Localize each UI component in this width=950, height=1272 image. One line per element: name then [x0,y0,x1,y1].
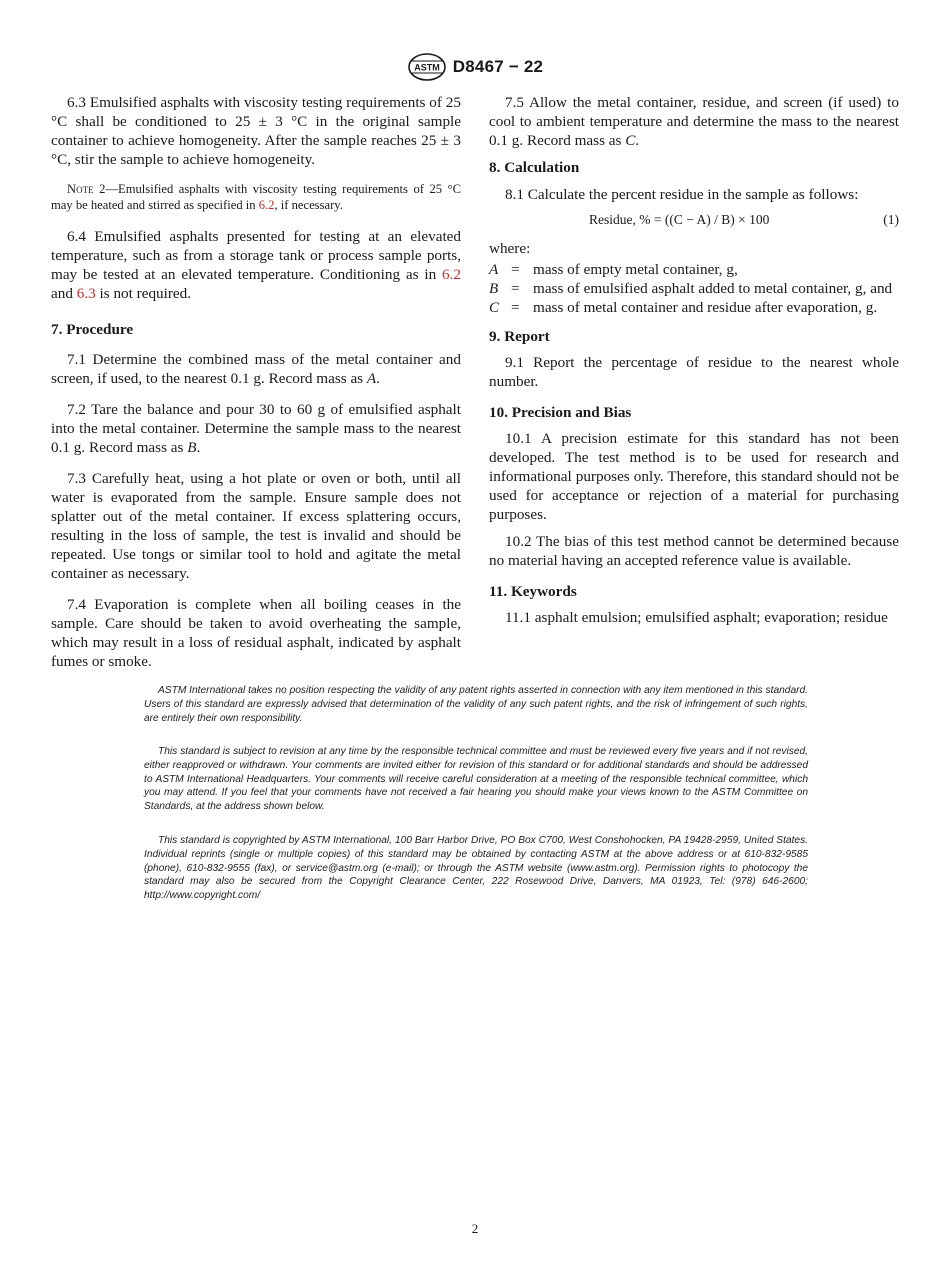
section-heading-report: 9. Report [489,328,550,345]
section-heading-procedure: 7. Procedure [51,321,134,338]
variable-definitions [489,260,899,317]
equation-body: Residue, % = ((C − A) / B) × 100 [589,212,770,227]
section-heading-calculation: 8. Calculation [489,159,580,176]
footer-copyright-notice: This standard is copyrighted by ASTM International, 100 Barr Harbor Drive, PO Box C700, West Conshohocken, PA 19428-2959, United States. Individual reprints (single or multiple copies) of this standard may be obtained by contacting ASTM at the above address or at 610-832-9585 (phone), 610-832-9555 (fax), or service@astm.org (e-mail); or through the ASTM website (www.astm.org). Permission rights to photocopy the standard may also be secured from the Copyright Clearance Center, 222 Rosewood Drive, Danvers, MA 01923, Tel: (978) 646-2600; http://www.copyright.com/ [144,835,808,902]
section-heading-precision-bias: 10. Precision and Bias [489,404,632,421]
astm-logo-icon [407,52,447,82]
paragraph-7-1: 7.1 Determine the combined mass of the metal container and screen, if used, to the nearest 0.1 g. Record mass as A. [51,351,461,387]
equation-1 [489,210,899,229]
page-number: 2 [471,1221,479,1236]
section-heading-keywords: 11. Keywords [489,583,577,600]
paragraph-10-2: 10.2 The bias of this test method cannot be determined because no material having an accepted reference value is available. [489,533,899,569]
paragraph-7-2: 7.2 Tare the balance and pour 30 to 60 g of emulsified asphalt into the metal container. Determine the sample mass to the nearest 0.1 g. Record mass as B. [51,401,461,456]
paragraph-9-1: 9.1 Report the percentage of residue to the nearest whole number. [489,354,899,390]
page-header [0,52,950,87]
ref-6-2-link[interactable]: 6.2 [442,266,461,283]
svg-text:ASTM: ASTM [414,62,440,73]
paragraph-6-3: 6.3 Emulsified asphalts with viscosity testing requirements of 25 °C shall be conditioned to 25 ± 3 °C in the original sample container to achieve homogeneity. After the sample reaches 25 ± 3 °C, stir the sample to achieve homogeneity. [51,94,461,168]
right-column [489,93,899,639]
ref-6-3-link[interactable]: 6.3 [76,285,96,302]
left-column [51,93,461,683]
definition-item: B = mass of emulsified asphalt added to metal container, g, and [489,280,893,297]
where-label: where: [489,240,531,257]
paragraph-6-4: 6.4 Emulsified asphalts presented for testing at an elevated temperature, such as from a storage tank or process sample ports, may be tested at an elevated temperature. Conditioning as in 6.2 and 6.3 is not required. [51,228,461,302]
ref-6-2-link[interactable]: 6.2 [258,198,275,212]
definition-item: C = mass of metal container and residue after evaporation, g. [489,299,878,316]
paragraph-7-5: 7.5 Allow the metal container, residue, and screen (if used) to cool to ambient temperature and determine the mass to the nearest 0.1 g. Record mass as C. [489,94,899,149]
note-2: Note 2—Emulsified asphalts with viscosity testing requirements of 25 °C may be heated and stirred as specified in 6.2, if necessary. [51,182,461,212]
paragraph-10-1: 10.1 A precision estimate for this standard has not been developed. The test method is to be used for research and informational purposes only. Therefore, this standard should not be used for acceptance or rejection of a material for purchasing purposes. [489,430,899,523]
definition-item: A = mass of empty metal container, g, [489,261,738,278]
paragraph-7-3: 7.3 Carefully heat, using a hot plate or oven or both, until all water is evaporated from the sample. Ensure sample does not splatter out of the metal container. If excess splattering occurs, resulting in the loss of sample, the test is invalid and should be repeated. Use tongs or similar tool to hold and agitate the metal container as necessary. [51,470,461,582]
equation-number: (1) [883,212,899,227]
paragraph-8-1: 8.1 Calculate the percent residue in the sample as follows: [505,186,859,203]
footer-revision-notice: This standard is subject to revision at any time by the responsible technical committee and must be reviewed every five years and if not revised, either reapproved or withdrawn. Your comments are invited either for revision of this standard or for additional standards and should be addressed to ASTM International Headquarters. Your comments will receive careful consideration at a meeting of the responsible technical committee, which you may attend. If you feel that your comments have not received a fair hearing you should make your views known to the ASTM Committee on Standards, at the address shown below. [144,746,808,813]
document-designation: D8467 − 22 [452,57,544,76]
paragraph-7-4: 7.4 Evaporation is complete when all boiling ceases in the sample. Care should be taken to avoid overheating the sample, which may result in a loss of residual asphalt, indicated by asphalt fumes or smoke. [51,596,461,670]
paragraph-11-1: 11.1 asphalt emulsion; emulsified asphalt; evaporation; residue [505,609,888,626]
footer-patent-notice: ASTM International takes no position respecting the validity of any patent rights asserted in connection with any item mentioned in this standard. Users of this standard are expressly advised that determination of the validity of any such patent rights, and the risk of infringement of such rights, are entirely their own responsibility. [144,685,808,724]
